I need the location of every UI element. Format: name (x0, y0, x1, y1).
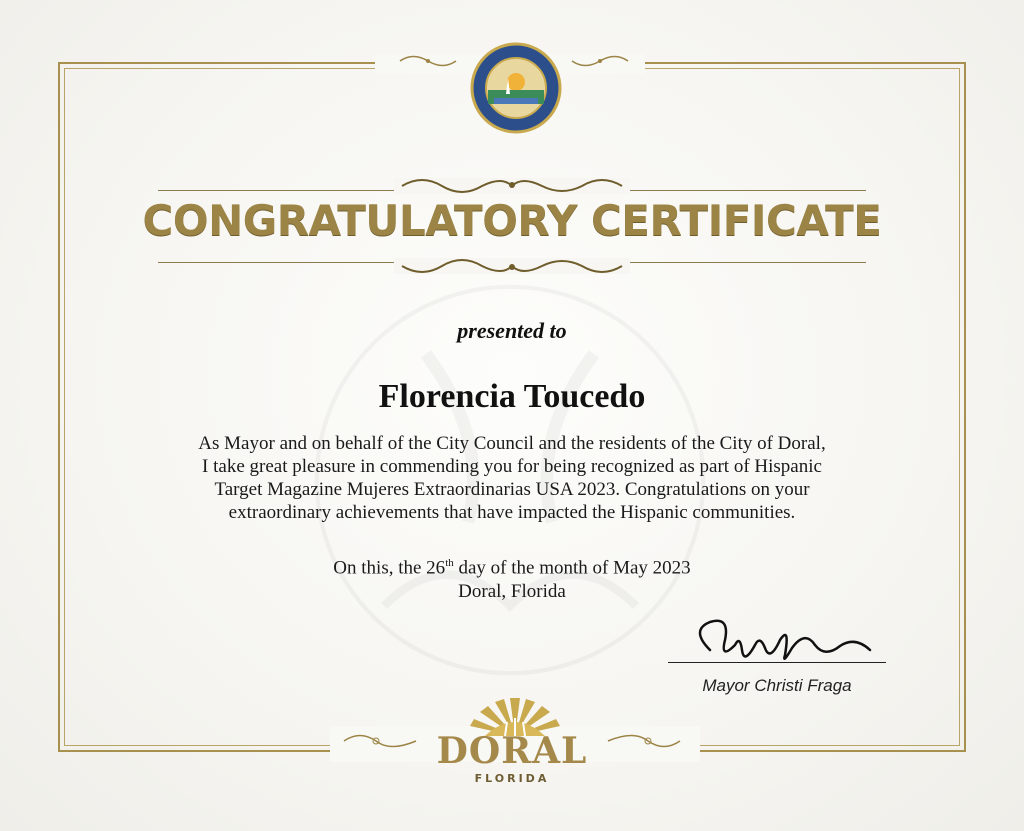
certificate-title: CONGRATULATORY CERTIFICATE (142, 196, 882, 245)
signature-icon (680, 610, 880, 670)
flourish-left-icon (398, 52, 458, 70)
doral-logo-word: DORAL (436, 730, 588, 772)
flourish-right-icon (570, 52, 630, 70)
recipient-name: Florencia Toucedo (378, 378, 646, 415)
commendation-line: Target Magazine Mujeres Extraordinarias USA 2023. Congratulations on your (214, 479, 810, 500)
signatory-name: Mayor Christi Fraga (702, 676, 852, 695)
signature-line (668, 662, 886, 663)
date-line (0, 557, 1024, 579)
presented-to-label: presented to (457, 318, 567, 343)
commendation-text (160, 432, 864, 524)
place-line: Doral, Florida (458, 581, 566, 602)
date-suffix: day of the month of May 2023 (453, 557, 691, 579)
ornament-top-icon (392, 172, 632, 198)
commendation-line: extraordinary achievements that have impacted the Hispanic communities. (228, 502, 796, 523)
commendation-line: I take great pleasure in commending you for being recognized as part of Hispanic (202, 456, 822, 477)
date-prefix: On this, the 26 (333, 557, 446, 579)
commendation-line: As Mayor and on behalf of the City Council and the residents of the City of Doral, (198, 433, 826, 454)
city-seal-icon (470, 42, 562, 134)
doral-logo-subtitle: FLORIDA (474, 772, 550, 785)
date-ordinal: th (445, 557, 454, 569)
ornament-bottom-icon (392, 254, 632, 280)
